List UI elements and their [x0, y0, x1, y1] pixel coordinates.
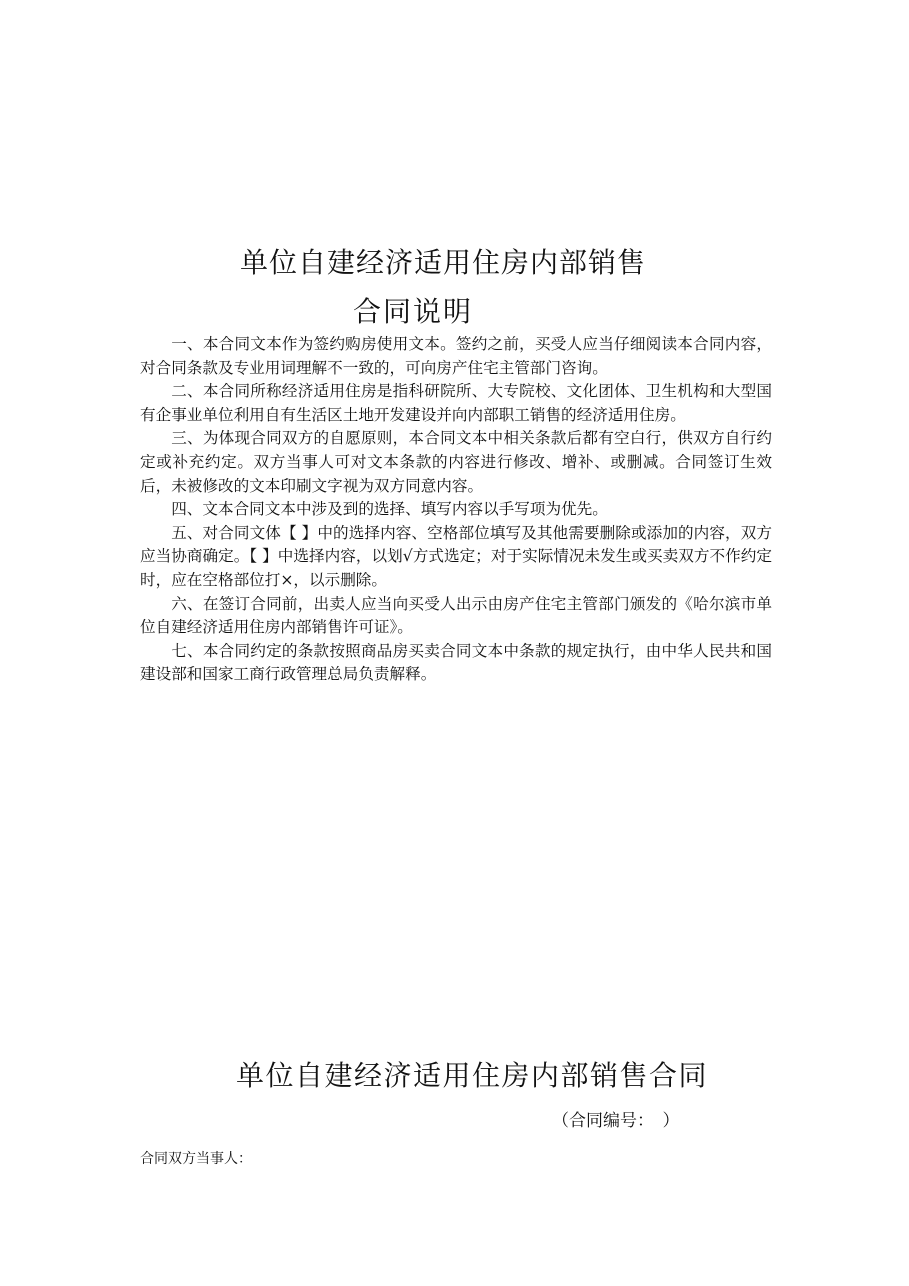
- contract-title: 单位自建经济适用住房内部销售合同: [235, 1059, 708, 1092]
- contract-number: （合同编号： ）: [552, 1111, 680, 1131]
- parties-label: 合同双方当事人：: [140, 1151, 252, 1167]
- clause-5: 五、对合同文体【 】中的选择内容、空格部位填写及其他需要删除或添加的内容，双方应当协商确定。【 】中选择内容，以划√方式选定；对于实际情况未发生或买卖双方不作约定时，应在空格部位打×，以示删除。: [140, 523, 772, 589]
- explanation-subtitle: 合同说明: [352, 295, 473, 328]
- clause-1: 一、本合同文本作为签约购房使用文本。签约之前，买受人应当仔细阅读本合同内容，对合同条款及专业用词理解不一致的，可向房产住宅主管部门咨询。: [140, 335, 772, 377]
- explanation-clauses: [140, 333, 772, 687]
- clause-2: 二、本合同所称经济适用住房是指科研院所、大专院校、文化团体、卫生机构和大型国有企事业单位利用自有生活区土地开发建设并向内部职工销售的经济适用住房。: [140, 382, 772, 424]
- clause-6: 六、在签订合同前，出卖人应当向买受人出示由房产住宅主管部门颁发的《哈尔滨市单位自建经济适用住房内部销售许可证》。: [140, 594, 772, 637]
- clause-7: 七、本合同约定的条款按照商品房买卖合同文本中条款的规定执行，由中华人民共和国建设部和国家工商行政管理总局负责解释。: [140, 641, 772, 684]
- clause-4: 四、文本合同文本中涉及到的选择、填写内容以手写项为优先。: [171, 500, 608, 519]
- clause-3: 三、为体现合同双方的自愿原则，本合同文本中相关条款后都有空白行，供双方自行约定或补充约定。双方当事人可对文本条款的内容进行修改、增补、或删减。合同签订生效后，未被修改的文本印刷文字视为双方同意内容。: [140, 429, 772, 495]
- explanation-title: 单位自建经济适用住房内部销售: [239, 246, 646, 279]
